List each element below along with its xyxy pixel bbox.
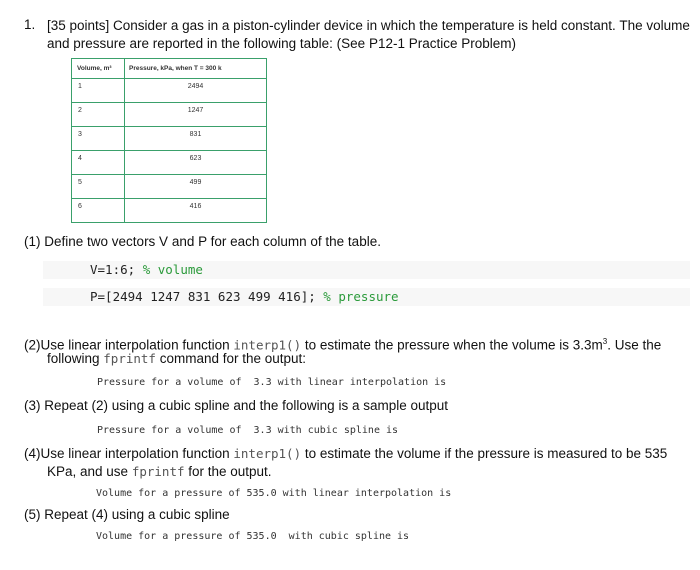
sample-output-4: Volume for a pressure of 535.0 with linear interpolation is xyxy=(96,488,452,499)
fprintf-func: fprintf xyxy=(131,464,185,479)
volume-cell: 6 xyxy=(72,199,125,223)
comment-1: % volume xyxy=(142,262,203,277)
part-5-text: Repeat (4) using a cubic spline xyxy=(44,507,230,522)
part-5 xyxy=(24,506,230,524)
part-2-line-2 xyxy=(47,350,306,368)
header-volume: Volume, m³ xyxy=(72,59,125,79)
part-4-text: Use linear interpolation function xyxy=(40,446,234,461)
part-2-line2-post: command for the output: xyxy=(155,351,307,366)
table-row xyxy=(72,175,267,199)
volume-cell: 1 xyxy=(72,79,125,103)
table-header-row xyxy=(72,59,267,79)
part-4 xyxy=(24,445,667,463)
volume-cell: 3 xyxy=(72,127,125,151)
volume-cell: 2 xyxy=(72,103,125,127)
question-number: 1. xyxy=(24,17,36,32)
part-4-text-post: to estimate the volume if the pressure is measured to be 535 xyxy=(301,446,668,461)
pressure-cell: 499 xyxy=(125,175,267,199)
header-pressure: Pressure, kPa, when T = 300 k xyxy=(125,59,267,79)
part-2-text-mid: to estimate the pressure when the volume is 3.3m xyxy=(301,337,603,353)
sample-output-3: Pressure for a volume of 3.3 with cubic spline is xyxy=(97,425,399,436)
part-2-sup: 3 xyxy=(602,337,608,346)
comment-2: % pressure xyxy=(323,289,399,304)
code-line-2 xyxy=(90,289,399,304)
table-row xyxy=(72,127,267,151)
interp1-func: interp1() xyxy=(233,337,302,353)
part-2-label: (2) xyxy=(24,337,41,353)
part-1-text: Define two vectors V and P for each column of the table. xyxy=(44,234,381,249)
volume-cell: 4 xyxy=(72,151,125,175)
code-2: P=[2494 1247 831 623 499 416]; xyxy=(90,289,324,304)
volume-cell: 5 xyxy=(72,175,125,199)
table-row xyxy=(72,199,267,223)
part-2-line2-pre: following xyxy=(47,351,104,366)
fprintf-func: fprintf xyxy=(103,351,156,366)
question-text: [35 points] Consider a gas in a piston-cylinder device in which the temperature is held constant. The volume and pressure are reported in the following table: (See P12-1 Practice Problem) xyxy=(47,18,690,51)
code-1: V=1:6; xyxy=(90,262,143,277)
sample-output-5: Volume for a pressure of 535.0 with cubic spline is xyxy=(96,531,410,542)
part-1-label: (1) xyxy=(24,234,41,249)
table-row xyxy=(72,151,267,175)
code-line-1 xyxy=(90,262,203,277)
clipped-heading xyxy=(0,0,700,6)
pressure-cell: 831 xyxy=(125,127,267,151)
part-4-line-2 xyxy=(47,463,272,481)
part-2-text: Use linear interpolation function xyxy=(40,337,234,353)
interp1-func: interp1() xyxy=(233,446,302,461)
table-row xyxy=(72,103,267,127)
part-3 xyxy=(24,397,448,415)
part-4-label: (4) xyxy=(24,446,41,461)
pressure-cell: 1247 xyxy=(125,103,267,127)
sample-output-2: Pressure for a volume of 3.3 with linear interpolation is xyxy=(97,377,447,388)
part-2-text-post: . Use the xyxy=(607,337,662,353)
part-4-line2-pre: KPa, and use xyxy=(47,464,132,479)
part-1 xyxy=(24,233,381,251)
pressure-cell: 416 xyxy=(125,199,267,223)
data-table xyxy=(71,58,267,223)
part-5-label: (5) xyxy=(24,507,41,522)
table-row xyxy=(72,79,267,103)
part-4-line2-post: for the output. xyxy=(184,464,272,479)
pressure-cell: 2494 xyxy=(125,79,267,103)
part-3-label: (3) xyxy=(24,398,41,413)
part-3-text: Repeat (2) using a cubic spline and the following is a sample output xyxy=(44,398,449,413)
pressure-cell: 623 xyxy=(125,151,267,175)
